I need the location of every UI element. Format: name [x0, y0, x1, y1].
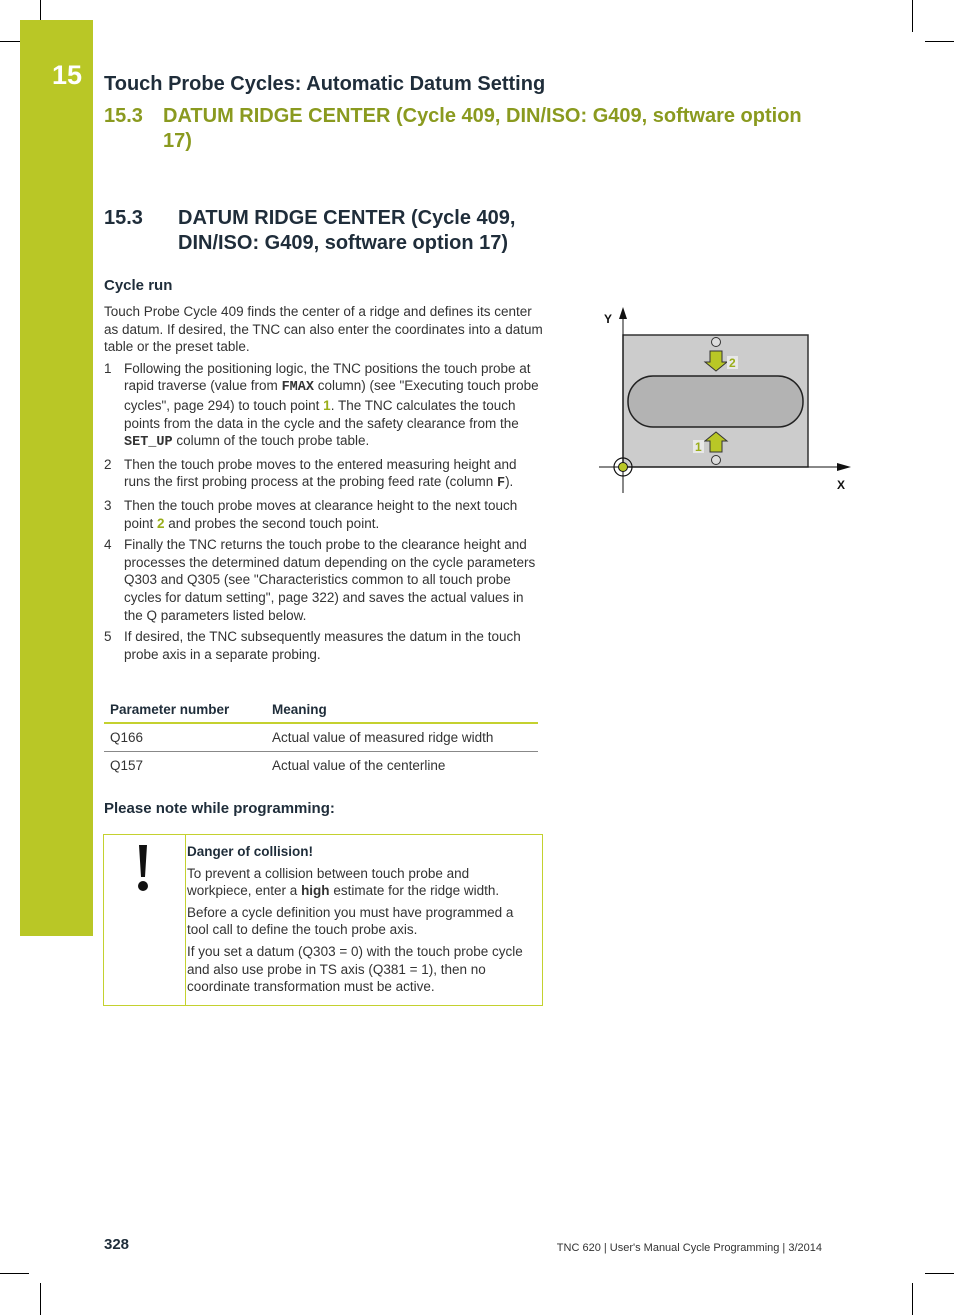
- warning-box: [103, 834, 543, 1006]
- step-text: ).: [505, 474, 514, 490]
- step-item: [104, 536, 544, 624]
- step-number: 3: [104, 497, 112, 513]
- crop-mark: [912, 0, 913, 32]
- chapter-side-bar: [20, 20, 93, 936]
- section-heading: [104, 206, 544, 256]
- ridge-shape: [628, 376, 803, 427]
- section-number: 15.3: [104, 207, 143, 229]
- warning-paragraph: Before a cycle definition you must have programmed a tool call to define the touch probe axis.: [187, 904, 514, 938]
- running-header-title: Touch Probe Cycles: Automatic Datum Setting: [104, 73, 546, 95]
- crop-mark: [0, 41, 22, 42]
- step-text: . The TNC calculates the touch points from the data in the cycle and the safety clearance from the: [124, 397, 519, 431]
- warning-text-part: To prevent a collision between touch probe and workpiece, enter a: [187, 865, 470, 899]
- cycle-run-heading: Cycle run: [104, 277, 173, 294]
- parameter-table: [104, 696, 538, 779]
- step-point-ref: 1: [323, 397, 331, 413]
- note-heading: Please note while programming:: [104, 800, 335, 817]
- footer-info: TNC 620 | User's Manual Cycle Programming | 3/2014: [556, 1242, 822, 1254]
- page-number: 328: [104, 1236, 130, 1253]
- table-cell: Q166: [104, 723, 266, 752]
- warning-text-part: estimate for the ridge width.: [329, 883, 500, 899]
- crop-mark: [925, 41, 954, 42]
- step-text: column) (see "Executing touch probe cycles", page 294) to touch point: [124, 378, 539, 413]
- probe-ball-2: [712, 338, 721, 347]
- step-item: [104, 360, 544, 452]
- step-item: [104, 497, 544, 532]
- table-header-row: [104, 696, 538, 723]
- step-text: Then the touch probe moves to the entered measuring height and runs the first probing process at the probing feed rate (column: [124, 456, 517, 490]
- x-axis-arrow: [837, 463, 851, 471]
- warning-title: Danger of collision!: [187, 844, 314, 859]
- step-number: 2: [104, 456, 112, 472]
- step-number: 1: [104, 360, 112, 376]
- crop-mark: [0, 1273, 29, 1274]
- running-header-section-number: 15.3: [104, 105, 143, 127]
- step-item: [104, 456, 544, 493]
- y-axis-arrow: [619, 307, 627, 319]
- table-row: [104, 752, 538, 780]
- crop-mark: [40, 1283, 41, 1315]
- step-code: SET_UP: [124, 435, 173, 451]
- crop-mark: [925, 1273, 954, 1274]
- ridge-probing-diagram: [595, 305, 855, 500]
- step-number: 4: [104, 537, 112, 553]
- step-text: If desired, the TNC subsequently measures the datum in the touch probe axis in a separate probing.: [124, 629, 521, 662]
- table-row: [104, 723, 538, 752]
- table-cell: Q157: [110, 758, 144, 773]
- cycle-run-body: [104, 303, 544, 667]
- touch-point-2-label: 2: [729, 356, 736, 370]
- step-text: column of the touch probe table.: [172, 433, 370, 449]
- step-text: Following the positioning logic, the TNC positions the touch probe at rapid traverse (value from: [124, 360, 531, 394]
- warning-emphasis: high: [301, 883, 330, 899]
- step-text: Then the touch probe moves at clearance height to the next touch point: [124, 497, 518, 531]
- step-code: F: [496, 476, 506, 492]
- warning-paragraph: [187, 865, 537, 900]
- x-axis-label: X: [837, 478, 846, 492]
- table-cell: Actual value of the centerline: [272, 758, 446, 773]
- warning-text: [187, 843, 537, 1000]
- column-header: Parameter number: [104, 696, 266, 723]
- chapter-number: 15: [52, 60, 83, 90]
- cycle-run-intro: Touch Probe Cycle 409 finds the center of a ridge and defines its center as datum. If desired, the TNC can also enter the coordinates into a datum table or the preset table.: [104, 304, 543, 355]
- table-cell: Actual value of measured ridge width: [266, 723, 538, 752]
- section-title: DATUM RIDGE CENTER (Cycle 409, DIN/ISO: G409, software option 17): [178, 207, 516, 254]
- touch-point-1-label: 1: [695, 440, 702, 454]
- column-header: Meaning: [266, 696, 538, 723]
- step-item: [104, 628, 544, 663]
- running-header-section-title: DATUM RIDGE CENTER (Cycle 409, DIN/ISO: G409, software option 17): [163, 105, 802, 152]
- y-axis-label: Y: [604, 312, 613, 326]
- warning-paragraph: If you set a datum (Q303 = 0) with the touch probe cycle and also use probe in TS axis (Q381 = 1), then no coordinate transformation must be active.: [187, 943, 523, 995]
- probe-ball-1: [712, 456, 721, 465]
- crop-mark: [912, 1283, 913, 1315]
- step-text: and probes the second touch point.: [164, 515, 380, 531]
- step-text: Finally the TNC returns the touch probe to the clearance height and processes the determined datum depending on the cycle parameters Q303 and Q305 (see "Characteristics common to all touch probe cycles for datum setting", page 322) and saves the actual values in the Q parameters listed below.: [124, 537, 536, 623]
- step-number: 5: [104, 629, 112, 645]
- exclamation-icon: [136, 845, 150, 898]
- step-code: FMAX: [281, 380, 314, 396]
- warning-divider: [185, 835, 186, 1005]
- step-point-ref: 2: [157, 515, 165, 531]
- running-header-section: [104, 104, 834, 154]
